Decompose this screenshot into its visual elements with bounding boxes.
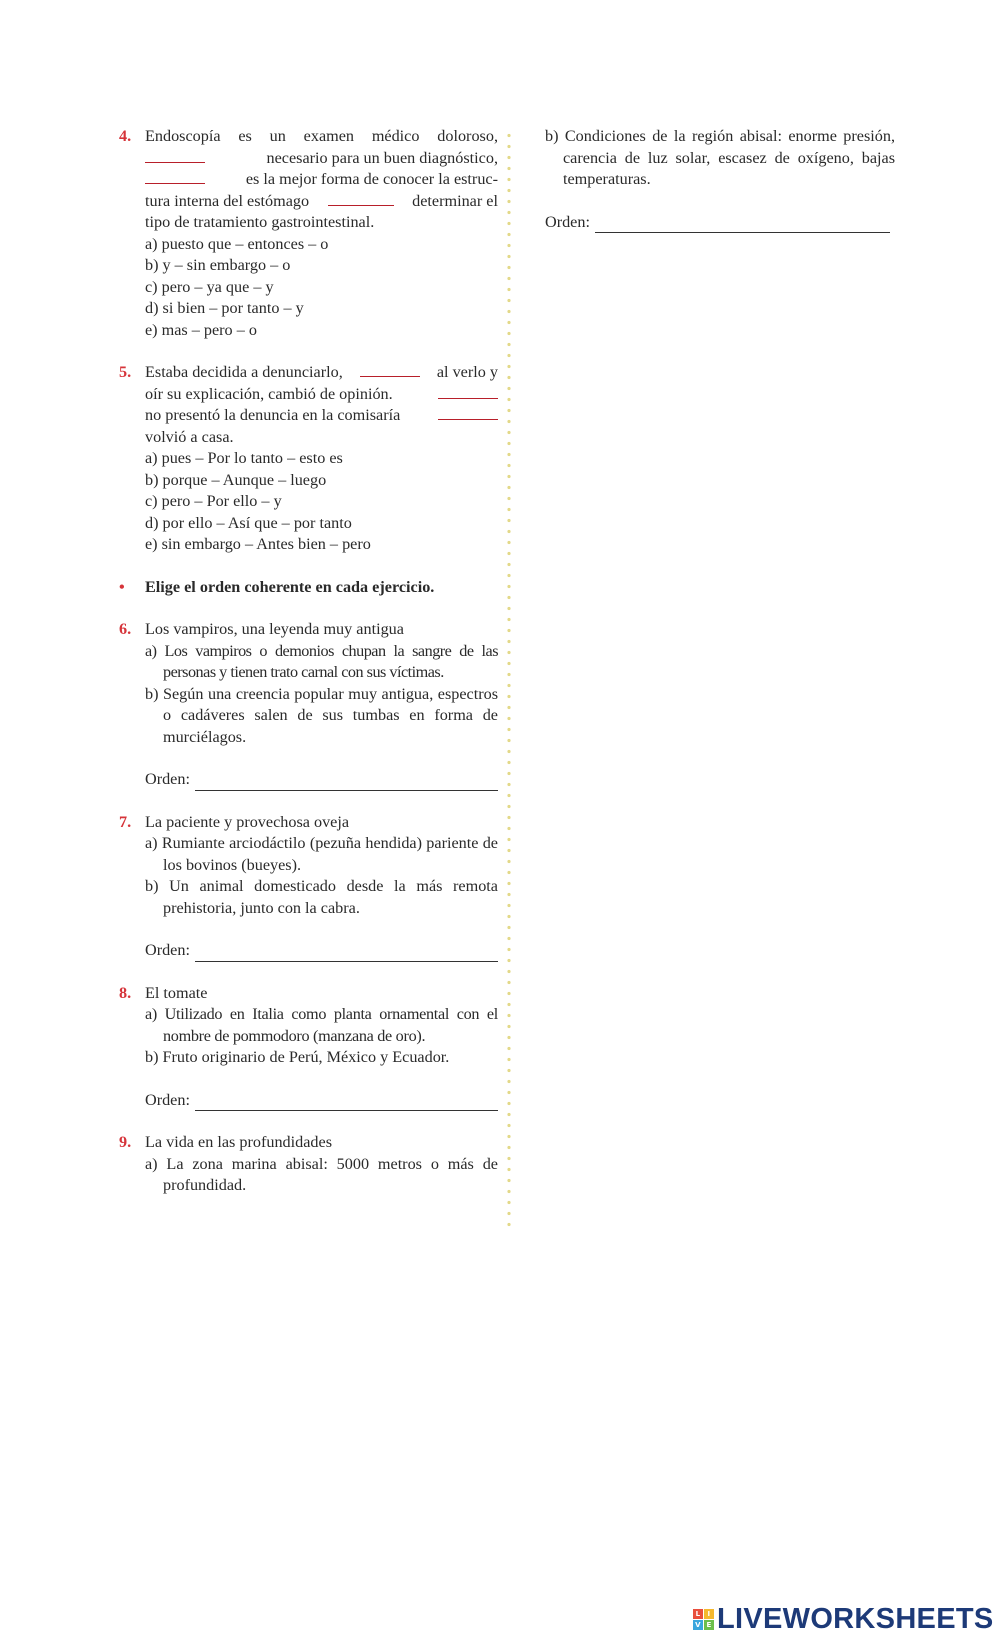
orden-answer-line[interactable] bbox=[595, 217, 890, 233]
exercise-7 bbox=[112, 812, 498, 962]
exercise-number: 5. bbox=[119, 363, 132, 381]
exercise-8 bbox=[112, 983, 498, 1112]
exercise-text-line bbox=[145, 169, 498, 191]
exercise-text: oír su explicación, cambió de opinión. bbox=[145, 384, 393, 403]
orden-answer-line[interactable] bbox=[195, 1095, 498, 1111]
exercise-text: es la mejor forma de conocer la estruc- bbox=[245, 170, 498, 188]
exercise-text-line bbox=[145, 191, 498, 213]
option-a: a) Los vampiros o demonios chupan la sangre de las personas y tienen trato carnal con sus víctimas. bbox=[145, 641, 498, 681]
option-e: e) mas – pero – o bbox=[145, 320, 257, 339]
liveworksheets-logo bbox=[693, 1603, 994, 1636]
orden-label: Orden: bbox=[145, 1090, 190, 1109]
blank-1[interactable] bbox=[145, 148, 205, 163]
exercise-text: determinar el bbox=[412, 191, 498, 210]
orden-label: Orden: bbox=[145, 941, 190, 959]
right-column bbox=[545, 126, 895, 233]
blank-2[interactable] bbox=[438, 384, 498, 399]
option-d: d) por ello – Así que – por tanto bbox=[145, 513, 352, 532]
exercise-title: La vida en las profundidades bbox=[145, 1133, 332, 1151]
column-divider bbox=[507, 130, 511, 1230]
exercise-text-line bbox=[145, 148, 498, 170]
orden-row bbox=[145, 1090, 498, 1112]
orden-row bbox=[145, 769, 498, 791]
logo-mark-letter: L bbox=[693, 1609, 703, 1619]
logo-mark-icon bbox=[693, 1609, 714, 1630]
option-b: b) y – sin embargo – o bbox=[145, 256, 291, 274]
orden-row bbox=[145, 940, 498, 962]
option-a: a) Rumiante arciodáctilo (pezuña hendida) pariente de los bovinos (bueyes). bbox=[145, 834, 498, 874]
exercise-5 bbox=[112, 362, 498, 556]
exercise-text: al verlo y bbox=[436, 363, 498, 381]
exercise-number: 9. bbox=[119, 1133, 132, 1151]
option-a: a) puesto que – entonces – o bbox=[145, 234, 329, 253]
orden-answer-line[interactable] bbox=[195, 946, 498, 962]
option-b: b) Fruto originario de Perú, México y Ecuador. bbox=[145, 1048, 450, 1066]
exercise-text: volvió a casa. bbox=[145, 427, 234, 446]
option-a: a) La zona marina abisal: 5000 metros o más de profundidad. bbox=[145, 1154, 498, 1194]
exercise-text-line bbox=[145, 405, 498, 427]
exercise-text: no presentó la denuncia en la comisaría bbox=[145, 406, 401, 424]
exercise-9 bbox=[112, 1132, 498, 1197]
logo-mark-letter: E bbox=[704, 1620, 714, 1630]
option-b: b) Un animal domesticado desde la más remota prehistoria, junto con la cabra. bbox=[145, 877, 498, 917]
exercise-text: Estaba decidida a denunciarlo, bbox=[145, 363, 343, 381]
exercise-9-continued bbox=[545, 126, 895, 233]
instruction-text: Elige el orden coherente en cada ejercicio. bbox=[145, 577, 435, 596]
exercise-6 bbox=[112, 619, 498, 791]
exercise-number: 7. bbox=[119, 812, 132, 831]
exercise-4 bbox=[112, 126, 498, 341]
blank-3[interactable] bbox=[328, 191, 394, 206]
logo-mark-letter: I bbox=[704, 1609, 714, 1619]
exercise-text: tipo de tratamiento gastrointestinal. bbox=[145, 213, 375, 231]
exercise-title: Los vampiros, una leyenda muy antigua bbox=[145, 620, 404, 638]
exercise-title: La paciente y provechosa oveja bbox=[145, 812, 350, 831]
exercise-text: tura interna del estómago bbox=[145, 191, 310, 210]
exercise-number: 8. bbox=[119, 983, 132, 1002]
exercise-text-line bbox=[145, 384, 498, 406]
exercise-number: 4. bbox=[119, 127, 132, 145]
exercise-text: necesario para un buen diagnóstico, bbox=[266, 148, 498, 167]
option-b: b) Según una creencia popular muy antigua, espectros o cadáveres salen de sus tumbas en forma de murciélagos. bbox=[145, 684, 498, 746]
blank-2[interactable] bbox=[145, 169, 205, 184]
orden-row bbox=[545, 212, 890, 234]
blank-3[interactable] bbox=[438, 405, 498, 420]
option-c: c) pero – Por ello – y bbox=[145, 492, 282, 510]
left-column bbox=[112, 126, 498, 1197]
option-e: e) sin embargo – Antes bien – pero bbox=[145, 535, 371, 553]
exercise-title: El tomate bbox=[145, 983, 208, 1002]
orden-label: Orden: bbox=[145, 770, 190, 788]
orden-answer-line[interactable] bbox=[195, 775, 498, 791]
bullet-icon: • bbox=[119, 577, 125, 596]
option-c: c) pero – ya que – y bbox=[145, 277, 274, 296]
option-d: d) si bien – por tanto – y bbox=[145, 299, 304, 317]
logo-text: LIVEWORKSHEETS bbox=[717, 1603, 994, 1635]
logo-mark-letter: V bbox=[693, 1620, 703, 1630]
instruction bbox=[112, 577, 498, 599]
exercise-text-line bbox=[145, 362, 498, 384]
exercise-number: 6. bbox=[119, 620, 132, 638]
orden-label: Orden: bbox=[545, 212, 590, 231]
option-a: a) pues – Por lo tanto – esto es bbox=[145, 449, 343, 467]
option-a: a) Utilizado en Italia como planta ornamental con el nombre de pommodoro (manzana de oro). bbox=[145, 1005, 498, 1045]
option-b: b) Condiciones de la región abisal: enorme presión, carencia de luz solar, escasez de oxígeno, bajas temperaturas. bbox=[545, 127, 895, 188]
option-b: b) porque – Aunque – luego bbox=[145, 470, 327, 489]
exercise-text: Endoscopía es un examen médico doloroso, bbox=[145, 127, 498, 145]
blank-1[interactable] bbox=[360, 362, 420, 377]
